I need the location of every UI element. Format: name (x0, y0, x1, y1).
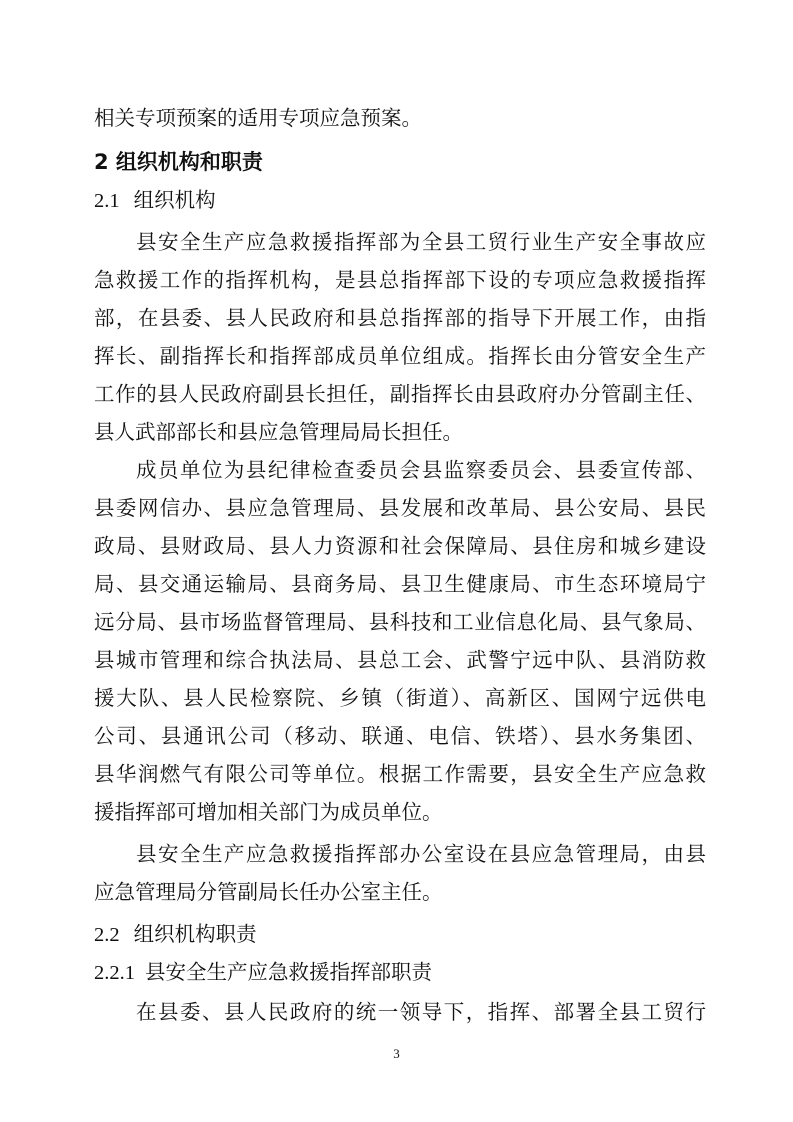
subsection-heading-2-2-1 (94, 960, 432, 985)
subsection-heading-2-2 (94, 922, 257, 947)
subsection-number: 2.1 (94, 190, 120, 212)
text-line: 成员单位为县纪律检查委员会县监察委员会、县委宣传部、 (136, 458, 706, 482)
subsection-title: 组织机构 (133, 188, 216, 212)
text-line: 挥长、副指挥长和指挥部成员单位组成。指挥长由分管安全生产 (94, 344, 706, 368)
text-line: 在县委、县人民政府的统一领导下，指挥、部署全县工贸行 (136, 1000, 706, 1024)
text-line: 公司、县通讯公司（移动、联通、电信、铁塔）、县水务集团、 (94, 724, 706, 748)
text-line: 相关专项预案的适用专项应急预案。 (94, 106, 422, 130)
text-line: 急救援工作的指挥机构，是县总指挥部下设的专项应急救援指挥 (94, 268, 706, 292)
text-line: 工作的县人民政府副县长担任，副指挥长由县政府办分管副主任、 (94, 382, 706, 406)
text-line: 部，在县委、县人民政府和县总指挥部的指导下开展工作，由指 (94, 306, 706, 330)
section-heading-2: 2 组织机构和职责 (94, 150, 263, 174)
text-line: 县安全生产应急救援指挥部为全县工贸行业生产安全事故应 (136, 230, 706, 254)
page-number: 3 (393, 1046, 400, 1061)
text-line: 县安全生产应急救援指挥部办公室设在县应急管理局，由县 (136, 842, 706, 866)
text-line: 援大队、县人民检察院、乡镇（街道）、高新区、国网宁远供电 (94, 686, 706, 710)
text-line: 县委网信办、县应急管理局、县发展和改革局、县公安局、县民 (94, 496, 706, 520)
text-line: 政局、县财政局、县人力资源和社会保障局、县住房和城乡建设 (94, 534, 706, 558)
subsection-title: 县安全生产应急救援指挥部职责 (145, 960, 432, 984)
text-line: 应急管理局分管副局长任办公室主任。 (94, 880, 443, 904)
text-line: 县城市管理和综合执法局、县总工会、武警宁远中队、县消防救 (94, 648, 706, 672)
subsection-number: 2.2.1 (94, 962, 135, 984)
subsection-heading-2-1 (94, 188, 216, 213)
text-line: 远分局、县市场监督管理局、县科技和工业信息化局、县气象局、 (94, 610, 706, 634)
text-line: 县人武部部长和县应急管理局局长担任。 (94, 420, 463, 444)
subsection-title: 组织机构职责 (133, 922, 257, 946)
text-line: 局、县交通运输局、县商务局、县卫生健康局、市生态环境局宁 (94, 572, 706, 596)
text-line: 援指挥部可增加相关部门为成员单位。 (94, 800, 443, 824)
subsection-number: 2.2 (94, 924, 120, 946)
text-line: 县华润燃气有限公司等单位。根据工作需要，县安全生产应急救 (94, 762, 706, 786)
